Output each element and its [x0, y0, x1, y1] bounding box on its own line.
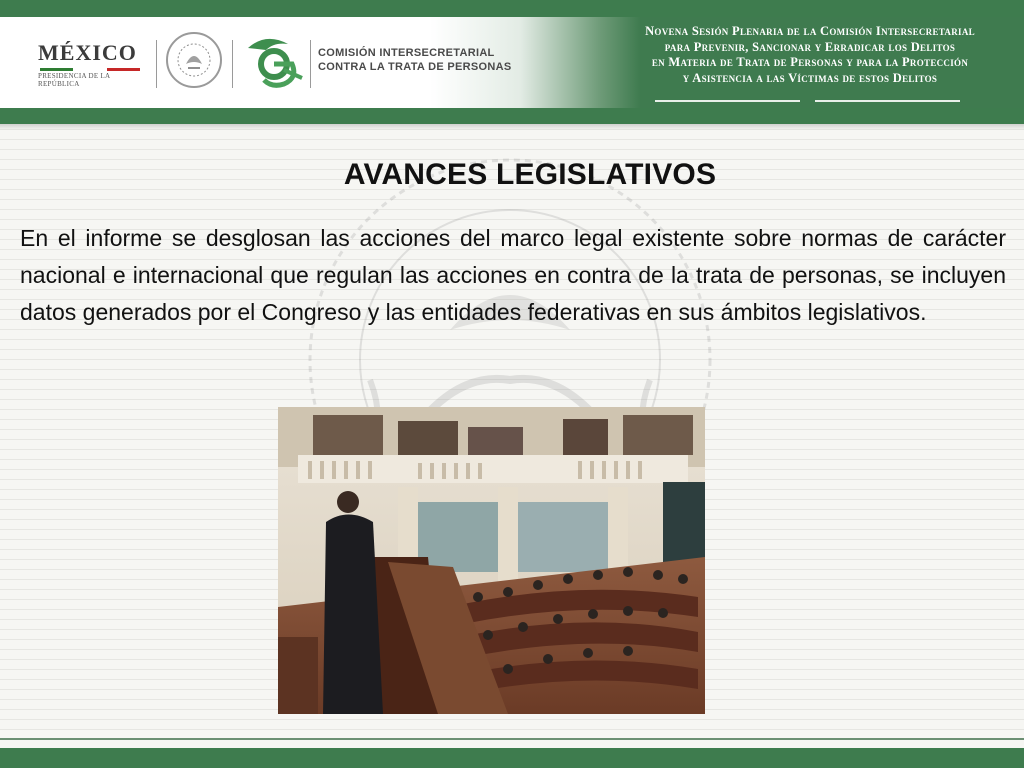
slide-heading: AVANCES LEGISLATIVOS — [343, 158, 717, 191]
ornament-line-left — [655, 100, 800, 102]
mexico-logo-subtitle: PRESIDENCIA DE LA REPÚBLICA — [38, 72, 110, 88]
logo-separator — [232, 40, 233, 88]
session-title-line2: para Prevenir, Sancionar y Erradicar los Delitos — [664, 39, 956, 54]
legislative-chamber-photo — [278, 407, 705, 714]
commission-logo-icon — [244, 34, 306, 88]
tricolor-green — [40, 68, 73, 71]
footer-band — [0, 748, 1024, 768]
header-bottom-band — [0, 108, 1024, 124]
mexico-logo-word: MÉXICO — [38, 40, 137, 65]
session-title-line1: Novena Sesión Plenaria de la Comisión Intersecretarial — [645, 24, 975, 38]
tricolor-stripe — [40, 68, 140, 71]
session-title-line4: y Asistencia a las Víctimas de estos Delitos — [682, 70, 938, 85]
logo-separator — [310, 40, 311, 88]
slide-paragraph: En el informe se desglosan las acciones del marco legal existente sobre normas de carácter nacional e internacional que regulan las acciones en contra de la trata de personas, se incluyen datos generados por el Congreso y las entidades federativas en sus ámbitos legislativos. — [20, 225, 1006, 325]
ornament-line-right — [815, 100, 960, 102]
tricolor-white — [73, 68, 106, 71]
header-shadow — [0, 124, 1024, 130]
session-title-line3: en Materia de Trata de Personas y para la Protección — [651, 55, 969, 69]
tricolor-red — [107, 68, 140, 71]
session-title — [620, 24, 1000, 86]
mexico-logo — [38, 40, 148, 88]
commission-name — [318, 46, 511, 74]
header-top-band — [0, 0, 1024, 17]
national-seal-icon — [166, 32, 222, 88]
commission-name-line2: CONTRA LA TRATA DE PERSONAS — [318, 61, 512, 73]
commission-name-line1: COMISIÓN INTERSECRETARIAL — [318, 47, 495, 59]
footer-line — [0, 738, 1024, 740]
logo-separator — [156, 40, 157, 88]
